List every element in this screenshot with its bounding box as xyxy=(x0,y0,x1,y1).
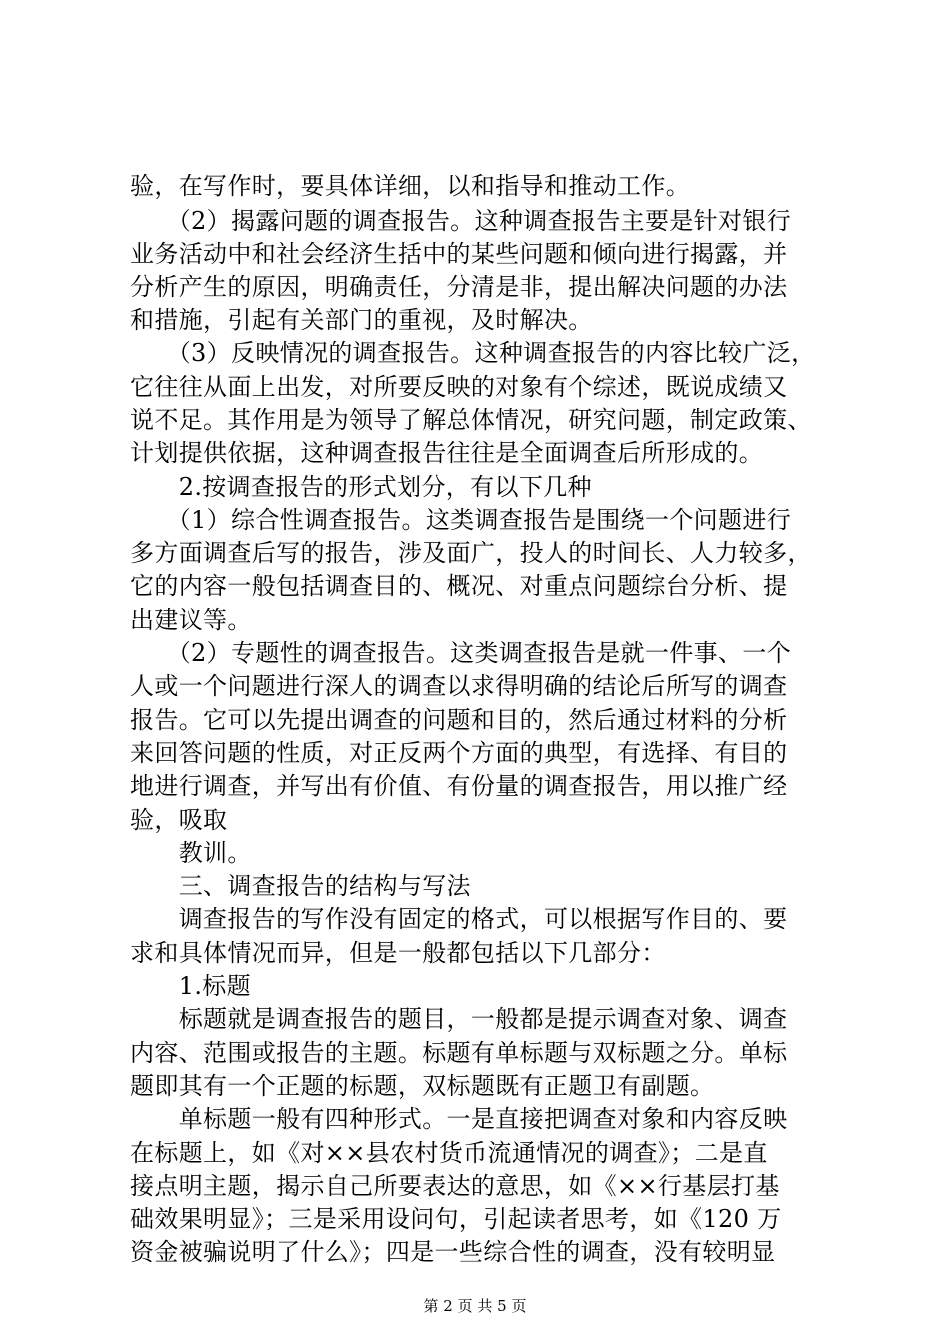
page-number-footer: 第 2 页 共 5 页 xyxy=(423,1297,527,1315)
body-text-line: 和措施，引起有关部门的重视，及时解决。 xyxy=(130,306,593,334)
body-text-line: 题即其有一个正题的标题，双标题既有正题卫有副题。 xyxy=(130,1072,715,1100)
body-text-line: 来回答问题的性质，对正反两个方面的典型，有选择、有目的 xyxy=(130,739,788,767)
body-text-line: 求和具体情况而异，但是一般都包括以下几部分： xyxy=(130,939,666,967)
body-text-line: 教训。 xyxy=(130,839,252,867)
body-text-line: （2）专题性的调查报告。这类调查报告是就一件事、一个 xyxy=(130,639,792,667)
section-heading: 2.按调查报告的形式划分，有以下几种 xyxy=(130,473,592,501)
body-text-line: 调查报告的写作没有固定的格式，可以根据写作目的、要 xyxy=(130,905,788,933)
body-text-line: 础效果明显》；三是采用设问句，引起读者思考，如《120 万 xyxy=(130,1205,782,1233)
body-text-line: 资金被骗说明了什么》；四是一些综合性的调查，没有较明显 xyxy=(130,1238,776,1266)
body-text-line: 它往往从面上出发，对所要反映的对象有个综述，既说成绩又 xyxy=(130,373,788,401)
body-text-line: 计划提供依据，这种调查报告往往是全面调查后所形成的。 xyxy=(130,439,764,467)
body-text-line: 内容、范围或报告的主题。标题有单标题与双标题之分。单标 xyxy=(130,1039,788,1067)
body-text-line: 报告。它可以先提出调查的问题和目的，然后通过材料的分析 xyxy=(130,706,788,734)
subsection-heading: 1.标题 xyxy=(130,972,251,1000)
body-text-line: 地进行调查，并写出有价值、有份量的调查报告，用以推广经 xyxy=(130,772,788,800)
body-text-line: 在标题上，如《对××县农村货币流通情况的调查》；二是直 xyxy=(130,1139,768,1167)
body-text-line: 说不足。其作用是为领导了解总体情况，研究问题，制定政策、 xyxy=(130,406,812,434)
body-text-line: 出建议等。 xyxy=(130,606,252,634)
body-text-line: 人或一个问题进行深人的调查以求得明确的结论后所写的调查 xyxy=(130,672,788,700)
body-text-line: 多方面调查后写的报告，涉及面广，投人的时间长、人力较多， xyxy=(130,539,812,567)
body-text-line: 验，在写作时，要具体详细，以和指导和推动工作。 xyxy=(130,172,691,200)
body-text-line: （1）综合性调查报告。这类调查报告是围绕一个问题进行 xyxy=(130,506,792,534)
body-text-line: 业务活动中和社会经济生括中的某些问题和倾向进行揭露，并 xyxy=(130,240,788,268)
body-text-line: 验，吸取 xyxy=(130,806,228,834)
body-text-line: （3）反映情况的调查报告。这种调查报告的内容比较广泛， xyxy=(130,339,816,367)
body-text-line: 它的内容一般包括调查目的、概况、对重点问题综台分析、提 xyxy=(130,572,788,600)
body-text-line: 分析产生的原因，明确责任，分清是非，提出解决问题的办法 xyxy=(130,273,788,301)
body-text-line: （2）揭露问题的调查报告。这种调查报告主要是针对银行 xyxy=(130,207,792,235)
section-heading: 三、调查报告的结构与写法 xyxy=(130,872,471,900)
body-text-line: 接点明主题，揭示自己所要表达的意思，如《××行基层打基 xyxy=(130,1172,780,1200)
body-text-line: 单标题一般有四种形式。一是直接把调查对象和内容反映 xyxy=(130,1105,788,1133)
body-text-line: 标题就是调查报告的题目，一般都是提示调查对象、调查 xyxy=(130,1005,788,1033)
